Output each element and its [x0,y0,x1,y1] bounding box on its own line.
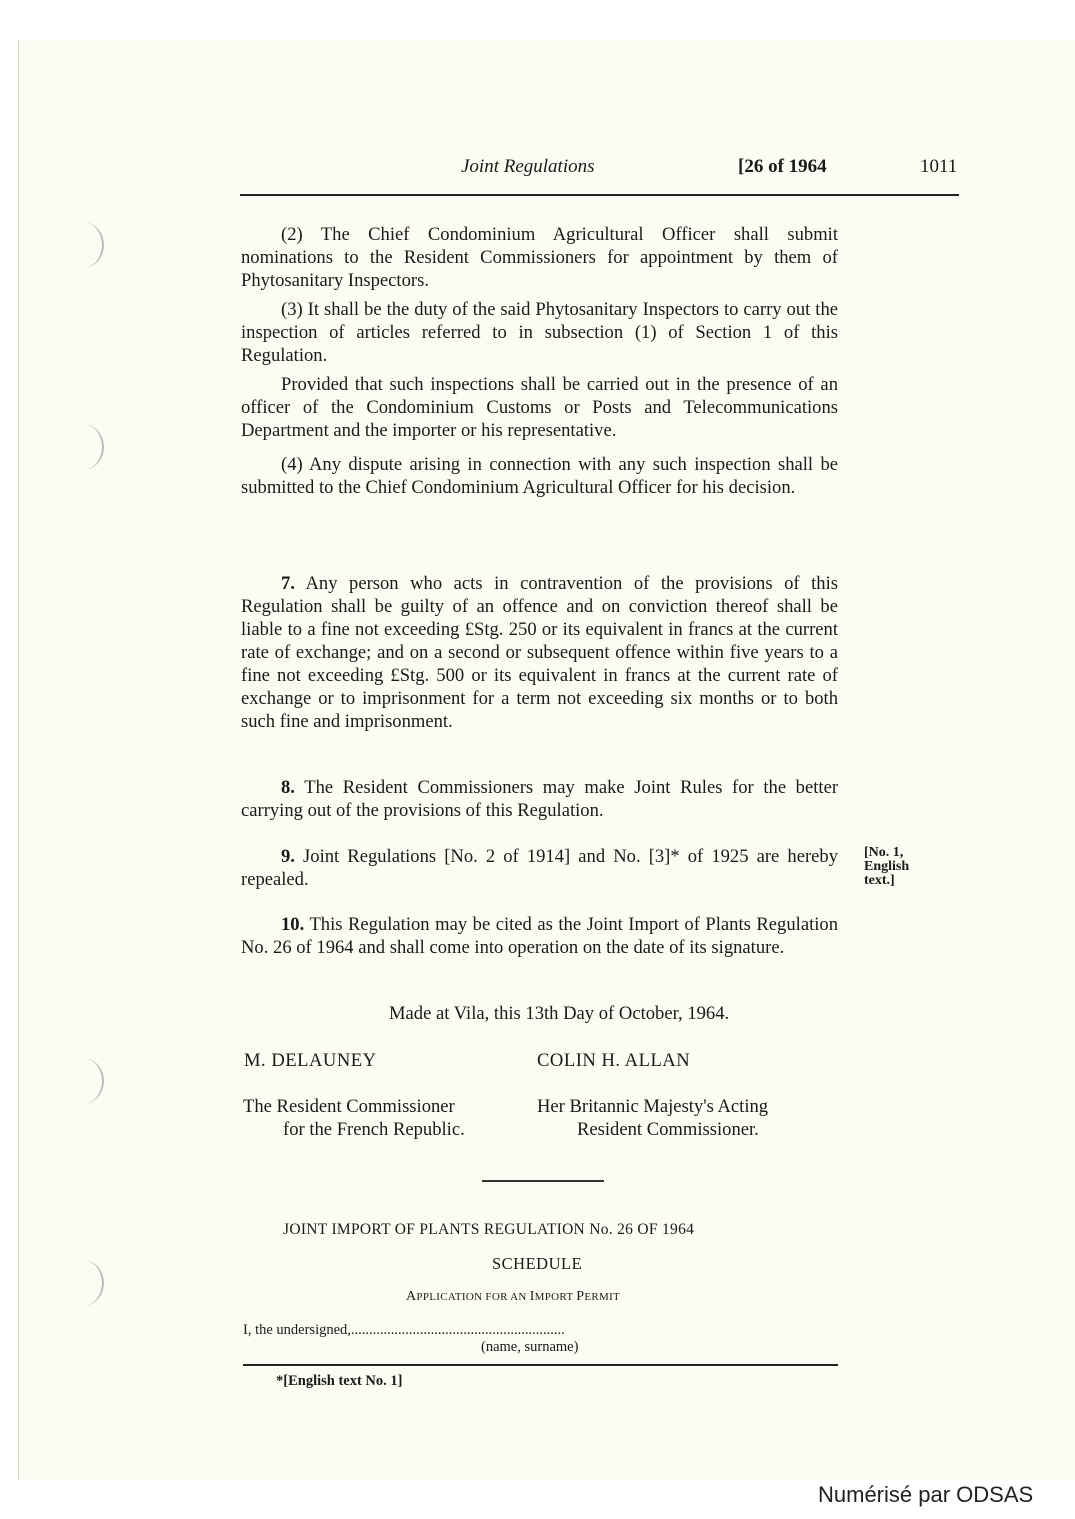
right-signatory-title: Her Britannic Majesty's Acting Resident Commissioner. [537,1096,769,1140]
section-10-number: 10. [281,914,305,935]
section-9-number: 9. [281,846,295,867]
punch-hole-mark [62,424,104,470]
section-10 [241,913,838,959]
digitization-watermark: Numérisé par ODSAS [818,1482,1034,1507]
punch-hole-mark [62,1058,104,1104]
section-7-number: 7. [281,573,295,594]
schedule-heading: SCHEDULE [492,1254,583,1273]
punch-hole-mark [62,222,104,268]
footnote-rule [243,1364,838,1366]
schedule-regulation-title: JOINT IMPORT OF PLANTS REGULATION No. 26 OF 1964 [283,1221,695,1238]
regulation-reference: [26 of 1964 [738,156,827,177]
header-rule [240,194,959,196]
section-8-text: The Resident Commissioners may make Joint Rules for the better carrying out of the provisions of this Regulation. [241,777,839,821]
running-title: Joint Regulations [461,156,595,177]
page-edge [18,40,19,1480]
proviso: Provided that such inspections shall be carried out in the presence of an officer of the Condominium Customs or Posts and Telecommunications Department and the importer or his representative. [241,374,838,441]
form-field-caption: (name, surname) [481,1339,579,1355]
section-9-text: Joint Regulations [No. 2 of 1914] and No. [3]* of 1925 are hereby repealed. [241,846,838,890]
page-number: 1011 [920,156,958,177]
right-signatory-name: COLIN H. ALLAN [537,1050,691,1071]
undersigned-form-line: I, the undersigned,........................................................... [243,1322,565,1338]
application-heading: APPLICATION FOR AN IMPORT PERMIT [406,1289,621,1304]
section-8-number: 8. [281,777,295,798]
section-divider [482,1180,604,1182]
subsection-block [241,223,838,499]
left-signatory-name: M. DELAUNEY [244,1050,377,1071]
section-10-text: This Regulation may be cited as the Joint Import of Plants Regulation No. 26 of 1964 and shall come into operation on the date of its signature. [241,914,838,958]
section-7 [241,572,838,733]
made-at-line: Made at Vila, this 13th Day of October, 1964. [389,1003,730,1024]
footnote: *[English text No. 1] [276,1373,403,1389]
subsection-3: (3) It shall be the duty of the said Phytosanitary Inspectors to carry out the inspection of articles referred to in subsection (1) of Section 1 of this Regulation. [241,299,838,366]
subsection-2: (2) The Chief Condominium Agricultural Officer shall submit nominations to the Resident Commissioners for appointment by them of Phytosanitary Inspectors. [241,224,838,291]
section-7-text: Any person who acts in contravention of the provisions of this Regulation shall be guilty of an offence and on conviction thereof shall be liable to a fine not exceeding £Stg. 250 or its equivalent in francs at the current rate of exchange; and on a second or subsequent offence within five years to a fine not exceeding £Stg. 500 or its equivalent in francs at the current rate of exchange or to imprisonment for a term not exceeding six months or to both such fine and imprisonment. [241,573,838,732]
section-8 [241,776,838,822]
subsection-4: (4) Any dispute arising in connection with any such inspection shall be submitted to the Chief Condominium Agricultural Officer for his decision. [241,454,838,498]
left-signatory-title: The Resident Commissioner for the French Republic. [243,1096,465,1140]
punch-hole-mark [62,1260,104,1306]
margin-note: [No. 1, English text.] [864,845,910,888]
section-9 [241,845,838,891]
